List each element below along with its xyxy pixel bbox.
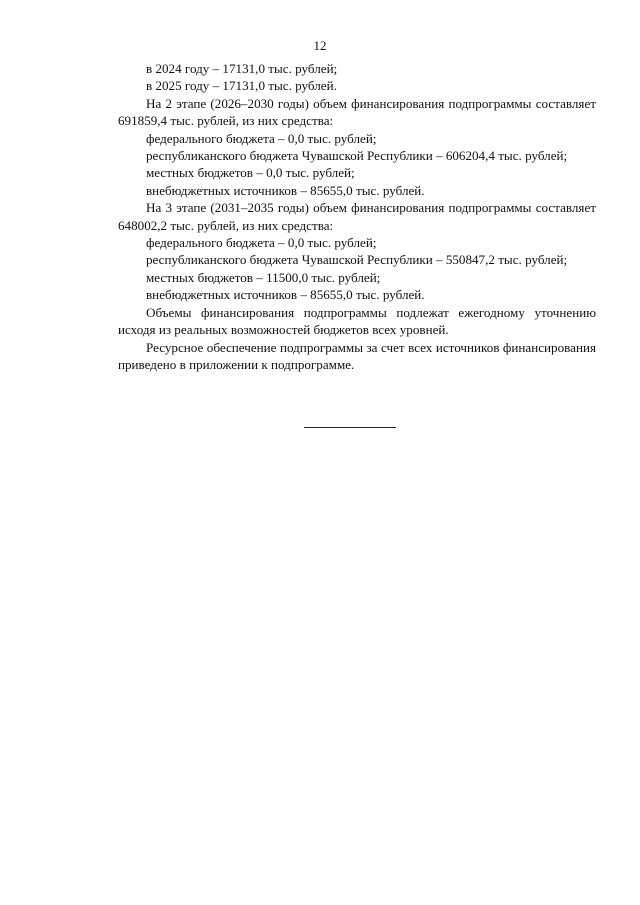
paragraph-stage-2-federal: федерального бюджета – 0,0 тыс. рублей; [146, 130, 377, 146]
page-number: 12 [313, 38, 327, 53]
paragraph-stage-3-total: На 3 этапе (2031–2035 годы) объем финансирования подпрограммы составляет 648002,2 тыс. рублей, из них средства: [118, 200, 596, 233]
paragraph-stage-3-federal: федерального бюджета – 0,0 тыс. рублей; [146, 235, 377, 251]
paragraph-stage-3-local: местных бюджетов – 11500,0 тыс. рублей; [146, 269, 381, 285]
paragraph-stage-2-local: местных бюджетов – 0,0 тыс. рублей; [146, 165, 355, 181]
paragraph-resource-appendix: Ресурсное обеспечение подпрограммы за счет всех источников финансирования приведено в приложении к подпрограмме. [118, 339, 596, 372]
paragraph-2025-funding: в 2025 году – 17131,0 тыс. рублей. [146, 78, 337, 94]
paragraph-stage-2-republican: республиканского бюджета Чувашской Республики – 606204,4 тыс. рублей; [146, 148, 568, 164]
paragraph-annual-refinement: Объемы финансирования подпрограммы подлежат ежегодному уточнению исходя из реальных возможностей бюджетов всех уровней. [118, 304, 596, 338]
paragraph-2024-funding: в 2024 году – 17131,0 тыс. рублей; [146, 61, 338, 76]
section-divider-line [304, 427, 396, 428]
paragraph-stage-2-total: На 2 этапе (2026–2030 годы) объем финансирования подпрограммы составляет 691859,4 тыс. рублей, из них средства: [118, 95, 596, 129]
paragraph-stage-2-extrabudgetary: внебюджетных источников – 85655,0 тыс. рублей. [146, 182, 425, 198]
paragraph-stage-3-republican: республиканского бюджета Чувашской Республики – 550847,2 тыс. рублей; [146, 252, 568, 268]
paragraph-stage-3-extrabudgetary: внебюджетных источников – 85655,0 тыс. рублей. [146, 287, 425, 303]
document-body [118, 60, 596, 373]
